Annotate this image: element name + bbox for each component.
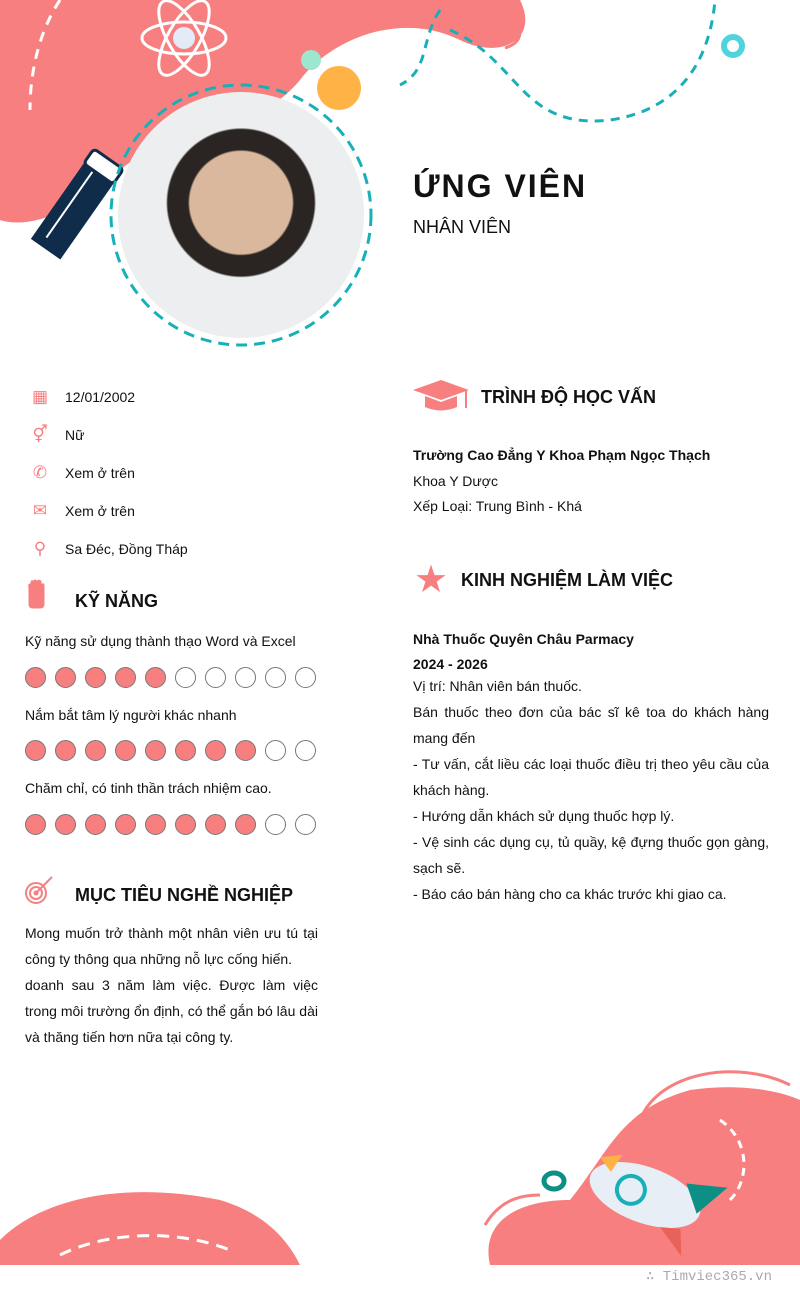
target-icon	[24, 875, 56, 907]
rating-dot-filled	[25, 667, 46, 688]
rating-dot-filled	[145, 667, 166, 688]
experience-line: - Hướng dẫn khách sử dụng thuốc hợp lý.	[413, 808, 675, 824]
objective-line: Mong muốn trở thành một nhân viên ưu tú tại công ty thông qua những nỗ lực cống hiến.	[25, 925, 318, 967]
star-icon: ★	[414, 559, 449, 601]
work-period: 2024 - 2026	[413, 655, 488, 672]
contact-email	[30, 499, 135, 523]
email-icon: ✉	[32, 501, 48, 520]
contact-value: Xem ở trên	[65, 465, 135, 481]
grade: Xếp Loại: Trung Bình - Khá	[413, 498, 582, 514]
calendar-icon: ▦	[31, 387, 49, 406]
rating-dot-filled	[235, 814, 256, 835]
rating-dot-filled	[175, 814, 196, 835]
contact-birthdate	[30, 385, 135, 409]
watermark: ∴ Timviec365.vn	[645, 1269, 772, 1285]
contact-value: Sa Đéc, Đồng Tháp	[65, 541, 188, 557]
experience-line: - Vệ sinh các dụng cụ, tủ quầy, kệ đựng thuốc gọn gàng, sạch sẽ.	[413, 834, 769, 876]
rating-dot-empty	[265, 814, 286, 835]
experience-line: Vị trí: Nhân viên bán thuốc.	[413, 678, 582, 694]
rating-dot-empty	[295, 667, 316, 688]
phone-icon: ✆	[32, 463, 48, 482]
experience-line: Bán thuốc theo đơn của bác sĩ kê toa do khách hàng mang đến	[413, 704, 769, 746]
skills-heading: KỸ NĂNG	[75, 591, 159, 611]
rating-dot-filled	[115, 667, 136, 688]
experience-line: - Tư vấn, cắt liều các loại thuốc điều trị theo yêu cầu của khách hàng.	[413, 756, 769, 798]
gender-icon: ⚥	[32, 425, 48, 444]
contact-value: Nữ	[65, 427, 85, 443]
contact-value: Xem ở trên	[65, 503, 135, 519]
contact-value: 12/01/2002	[65, 389, 136, 405]
rating-dot-empty	[205, 667, 226, 688]
rating-dot-filled	[175, 740, 196, 761]
rating-dot-filled	[115, 740, 136, 761]
experience-description	[413, 673, 769, 907]
rating-dot-empty	[295, 814, 316, 835]
contact-address	[30, 537, 188, 561]
rating-dot-filled	[85, 667, 106, 688]
objective-text	[25, 920, 318, 1050]
contact-phone	[30, 461, 135, 485]
objective-heading: MỤC TIÊU NGHỀ NGHIỆP	[75, 885, 294, 905]
rating-dot-filled	[235, 740, 256, 761]
rating-dot-filled	[145, 814, 166, 835]
rating-dot-empty	[265, 667, 286, 688]
major: Khoa Y Dược	[413, 472, 498, 489]
graduation-cap-icon	[413, 380, 469, 414]
rating-dot-filled	[55, 740, 76, 761]
rating-dot-empty	[175, 667, 196, 688]
skill-rating	[25, 667, 316, 688]
rating-dot-filled	[205, 740, 226, 761]
rating-dot-filled	[55, 667, 76, 688]
candidate-photo	[118, 92, 364, 338]
rating-dot-filled	[55, 814, 76, 835]
rating-dot-filled	[145, 740, 166, 761]
skill-label: Chăm chỉ, có tinh thần trách nhiệm cao.	[25, 780, 272, 796]
location-icon: ⚲	[33, 539, 47, 558]
rating-dot-filled	[115, 814, 136, 835]
education-details	[413, 443, 710, 520]
rating-dot-empty	[265, 740, 286, 761]
objective-line: doanh sau 3 năm làm việc. Được làm việc trong môi trường ổn định, có thể gắn bó lâu dài và thăng tiến hơn nữa tại công ty.	[25, 977, 318, 1045]
experience-heading: KINH NGHIỆM LÀM VIỆC	[461, 570, 674, 590]
contact-gender	[30, 423, 84, 447]
experience-header	[413, 627, 634, 676]
candidate-role: NHÂN VIÊN	[413, 217, 512, 237]
rating-dot-empty	[235, 667, 256, 688]
company-name: Nhà Thuốc Quyên Châu Parmacy	[413, 631, 634, 647]
education-heading: TRÌNH ĐỘ HỌC VẤN	[481, 387, 656, 407]
experience-line: - Báo cáo bán hàng cho ca khác trước khi giao ca.	[413, 886, 727, 902]
skill-label: Kỹ năng sử dụng thành thạo Word và Excel	[25, 633, 296, 649]
candidate-name: ỨNG VIÊN	[413, 168, 588, 204]
rating-dot-filled	[85, 814, 106, 835]
school-name: Trường Cao Đẳng Y Khoa Phạm Ngọc Thạch	[413, 447, 711, 463]
hand-icon	[24, 578, 48, 610]
rating-dot-filled	[85, 740, 106, 761]
rating-dot-filled	[25, 740, 46, 761]
skill-rating	[25, 740, 316, 761]
rating-dot-filled	[205, 814, 226, 835]
rating-dot-empty	[295, 740, 316, 761]
skill-label: Nắm bắt tâm lý người khác nhanh	[25, 707, 237, 723]
rating-dot-filled	[25, 814, 46, 835]
skill-rating	[25, 814, 316, 835]
